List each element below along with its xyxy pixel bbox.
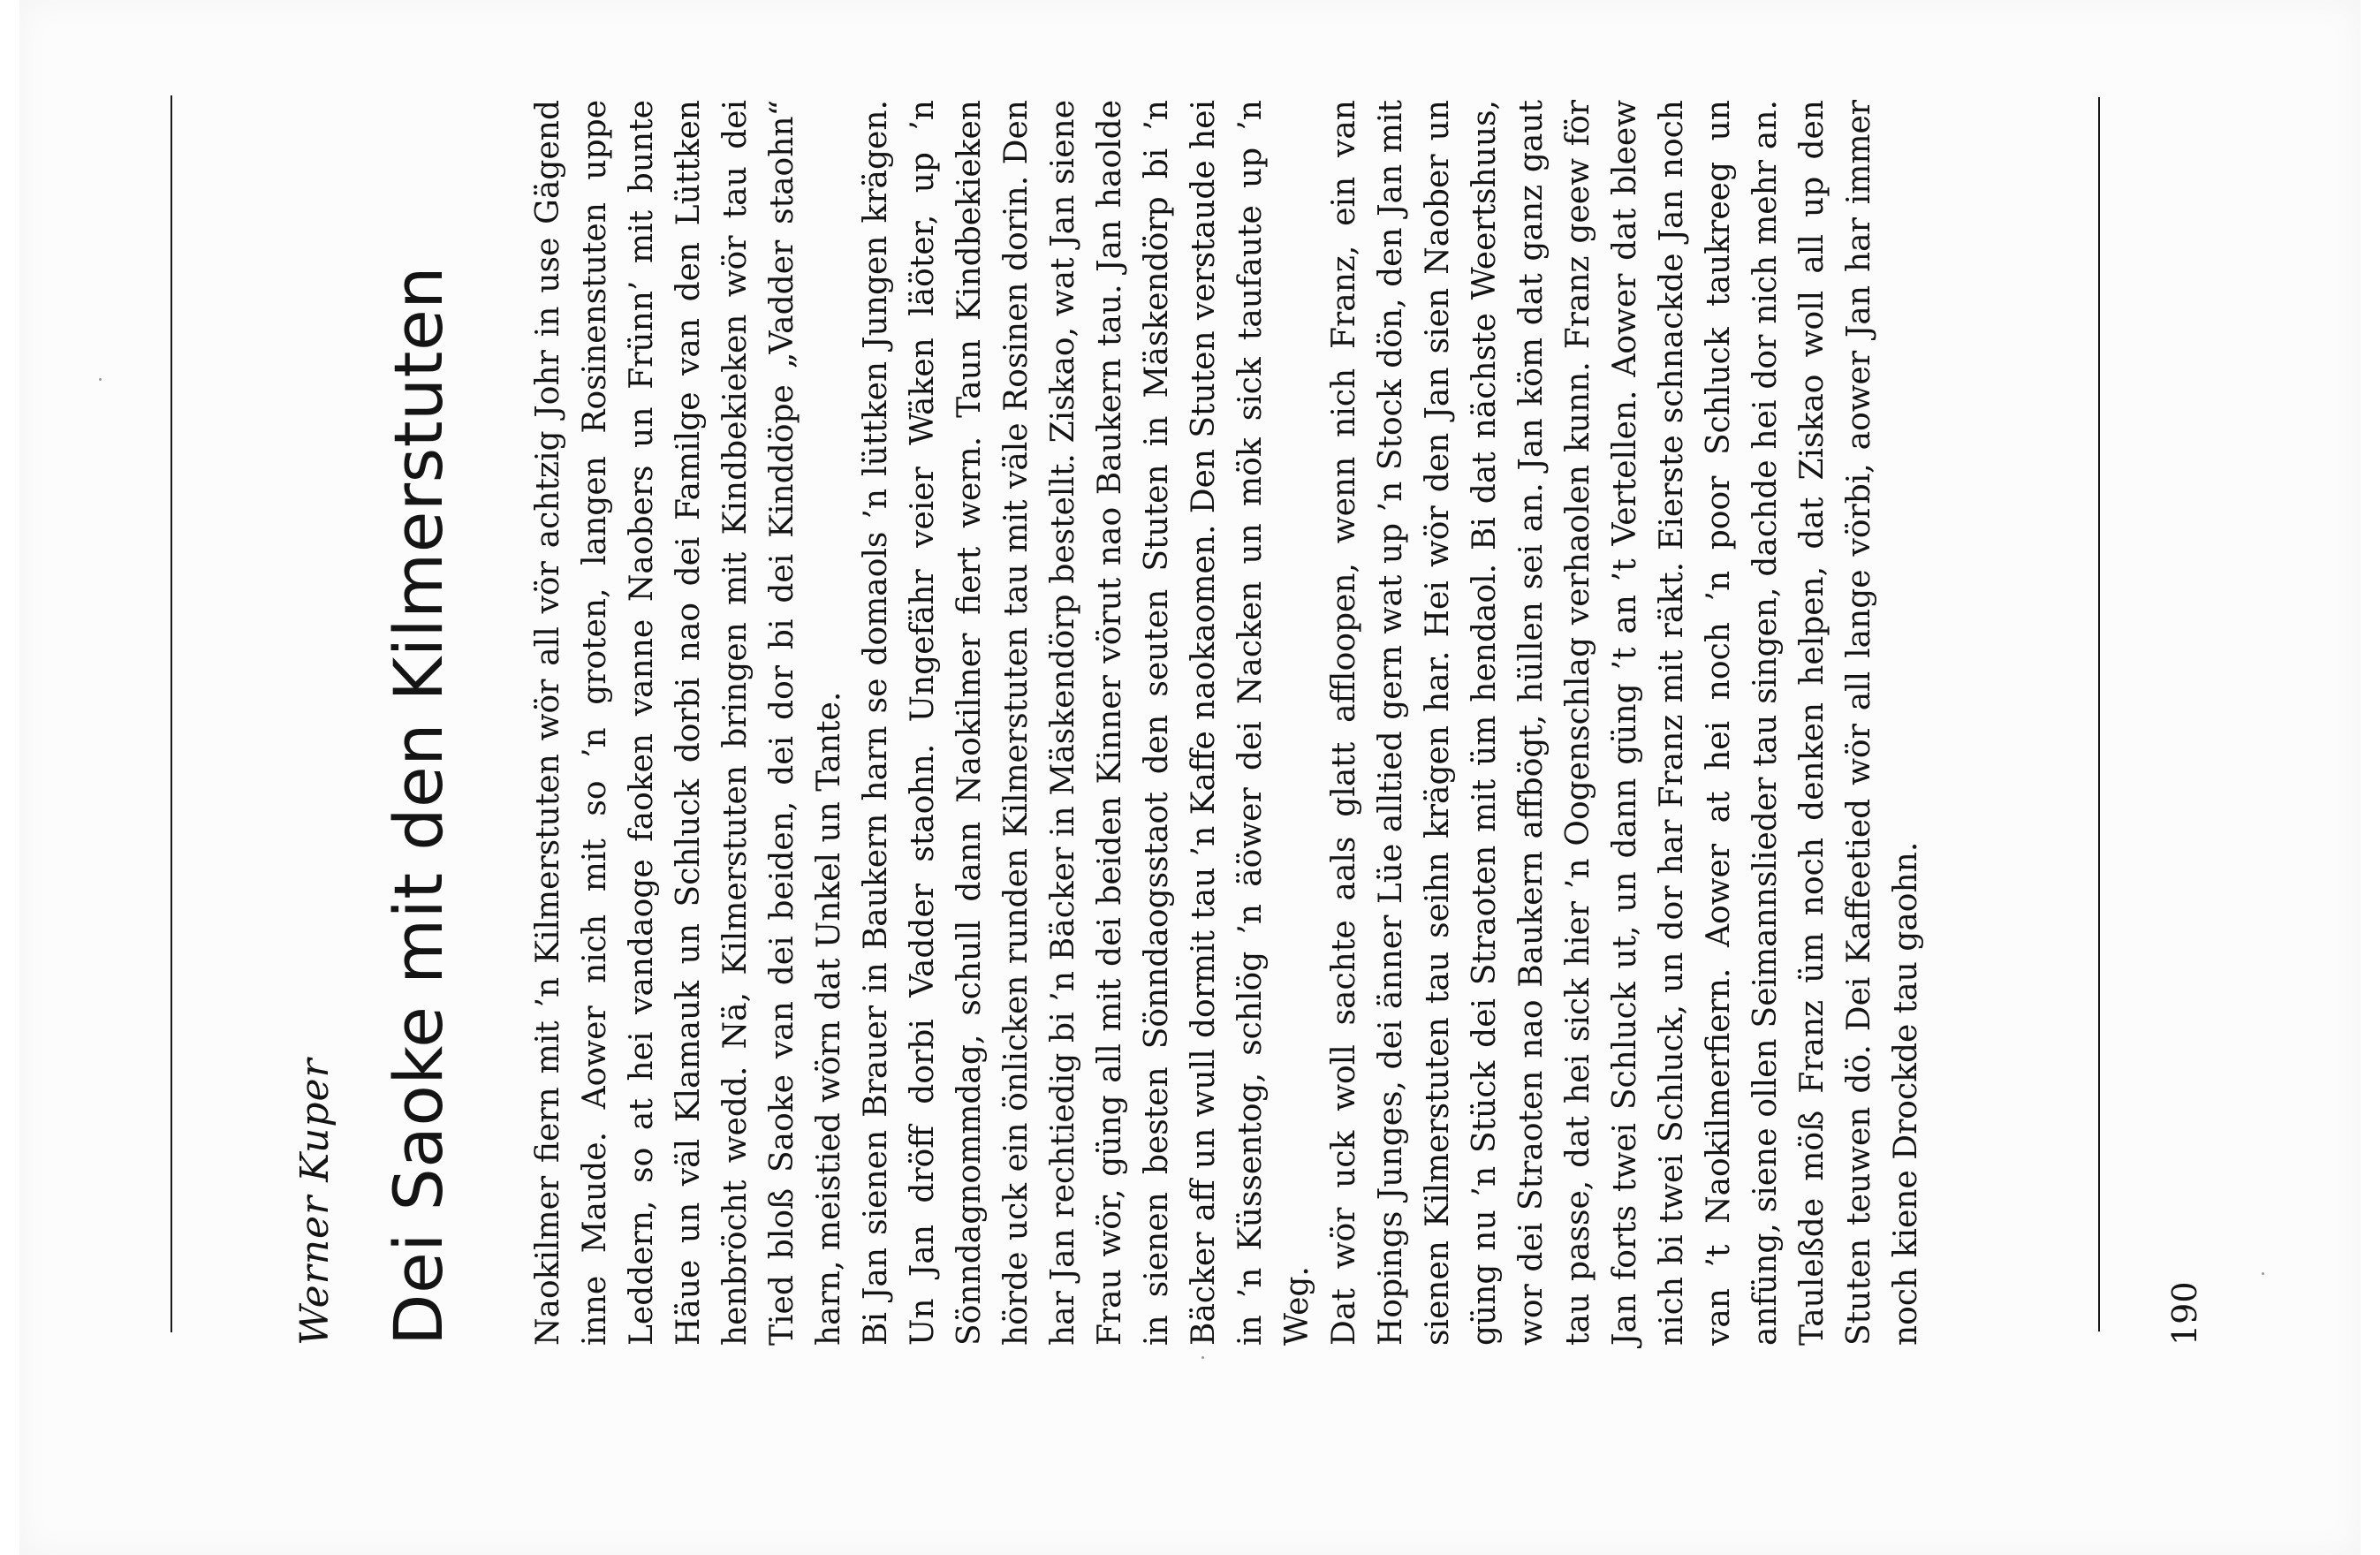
story-body [525, 100, 1929, 1346]
paragraph-3: Dat wör uck woll sachte aals glatt affloopen, wenn nich Franz, ein van Hopings Junges, dei änner Lüe alltied gern wat up ’n Stock dön, den Jan mit sienen Kilmerstuten tau seihn krägen har. Hei wör den Jan sien Naober un güng nu ’n Stück dei Straoten mit üm hendaol. Bi dat nächste Weertshuus, wor dei Straoten nao Baukern affbögt, hüllen sei an. Jan köm dat ganz gaut tau passe, dat hei sick hier ’n Oogenschlag verhaolen kunn. Franz geew för Jan forts twei Schluck ut, un dann güng ’t an ’t Vertellen. Aower dat bleew nich bi twei Schluck, un dor har Franz mit räkt. Eierste schnackde Jan noch van ’t Naokilmerfiern. Aower at hei noch ’n poor Schluck taukreeg un anfüng, siene ollen Seimannslieder tau singen, dachde hei dor nich mehr an. Tauleßde möß Franz üm noch denken helpen, dat Ziskao woll all up den Stuten teuwen dö. Dei Kaffeetied wör all lange vörbi, aower Jan har immer noch kiene Drockde tau gaohn. [1326, 100, 1924, 1346]
page-number: 190 [2165, 1281, 2204, 1346]
author-name: Werner Kuper [292, 1058, 337, 1346]
scan-speck [1201, 1356, 1204, 1359]
scan-speck [2262, 1272, 2264, 1275]
rotated-page-content [167, 98, 2204, 1346]
scan-speck [99, 378, 102, 381]
story-title: Dei Saoke mit den Kilmerstuten [379, 266, 458, 1346]
paragraph-1: Naokilmer fiern mit ’n Kilmerstuten wör all vör achtzig Johr in use Gägend inne Maude. Aower nich mit so ’n groten, langen Rosinenstuten uppe Leddern, so at hei vandaoge faoken vanne Naobers un Frünn’ mit bunte Häue un väl Klamauk un Schluck dorbi nao dei Familge van den Lüttken henbröcht wedd. Nä, Kilmerstuten bringen mit Kindbekieken wör tau dei Tied bloß Saoke van dei beiden, dei dor bi dei Kinddöpe „Vadder staohn“ harn, meistied wörn dat Unkel un Tante. [530, 100, 847, 1346]
paragraph-2: Bi Jan sienen Brauer in Baukern harn se domaols ’n lüttken Jungen krägen. Un Jan dröff dorbi Vadder staohn. Ungefähr veier Wäken läöter, up ’n Sönndagnommdag, schull dann Naokilmer fiert wern. Taun Kindbekieken hörde uck ein önlicken runden Kilmerstuten tau mit väle Rosinen dorin. Den har Jan rechtiedig bi ’n Bäcker in Mäskendörp bestellt. Ziskao, wat Jan siene Frau wör, güng all mit dei beiden Kinner vörut nao Baukern tau. Jan haolde in sienen besten Sönndaogsstaot den seuten Stuten in Mäskendörp bi ’n Bäcker aff un wull dormit tau ’n Kaffe naokaomen. Den Stuten verstaude hei in ’n Küssentog, schlög ’n äöwer dei Nacken un mök sick taufaute up ’n Weg. [858, 100, 1315, 1346]
